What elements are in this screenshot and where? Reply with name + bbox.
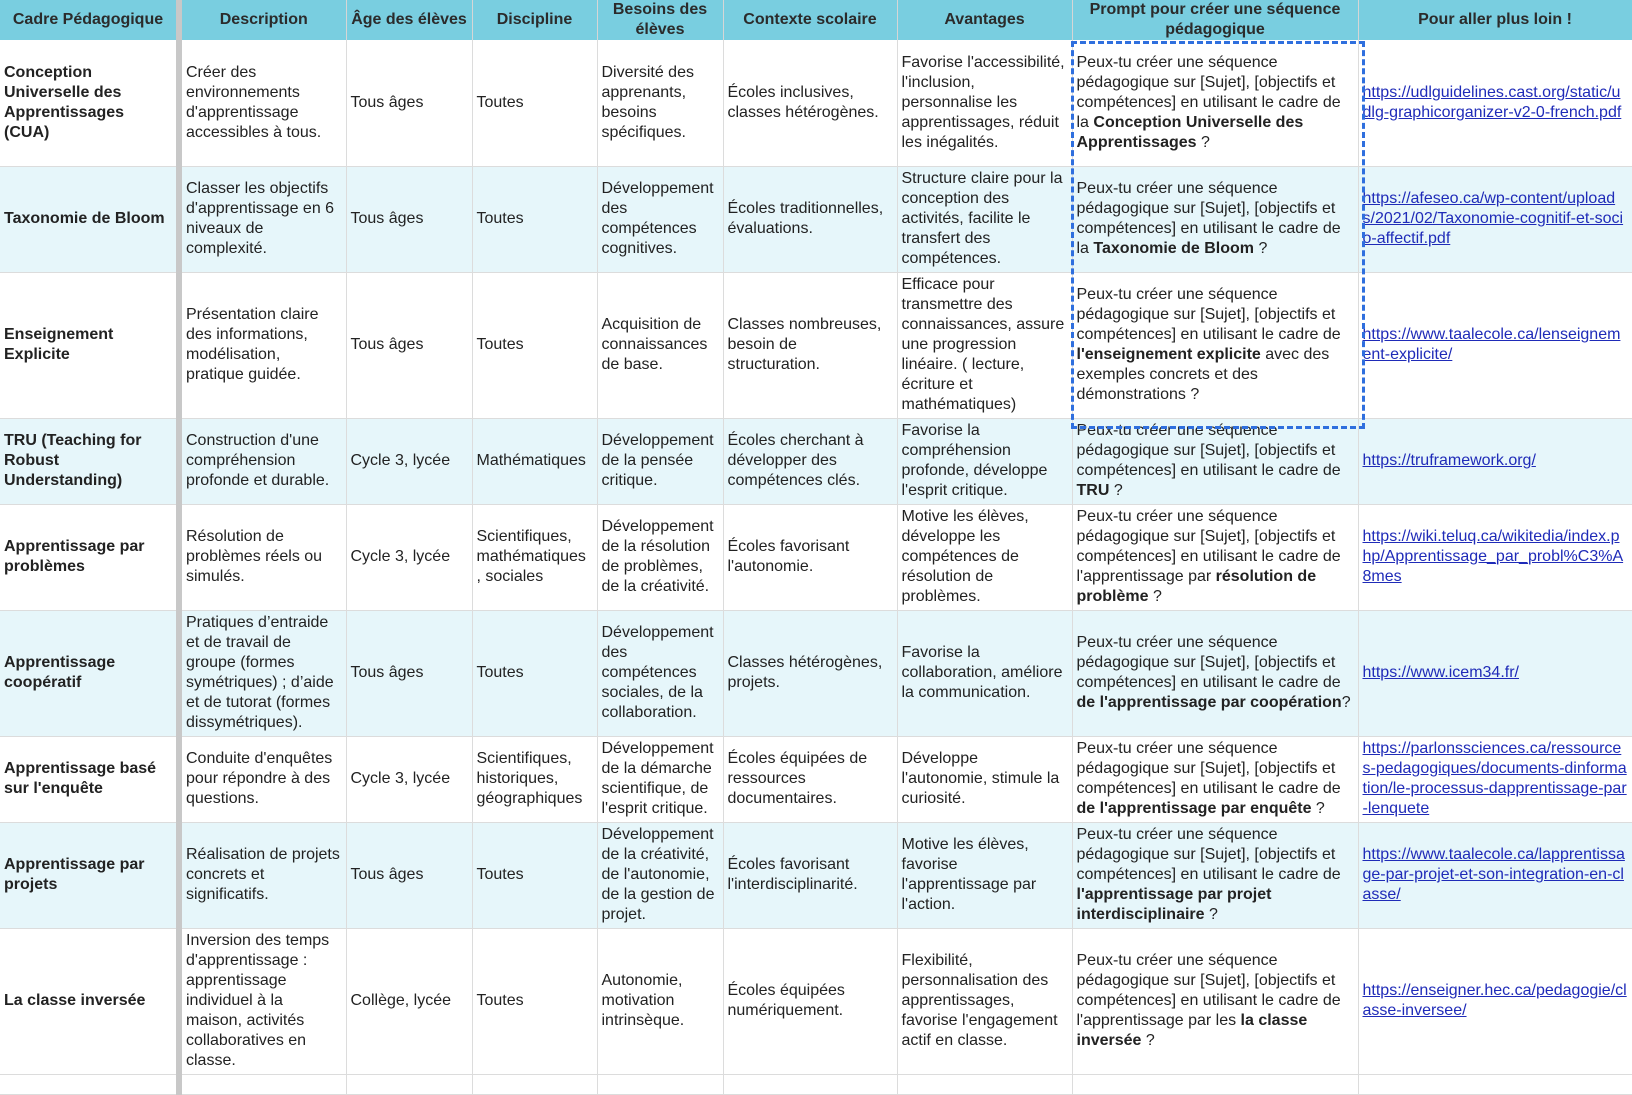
header-cell[interactable]: Prompt pour créer une séquence pédagogique (1072, 0, 1358, 40)
prompt-cell[interactable] (1072, 40, 1358, 166)
prompt-framework: TRU (1076, 482, 1110, 499)
prompt-framework: la classe inversée (1076, 1012, 1308, 1049)
context-cell[interactable]: Écoles favorisant l'autonomie. (723, 504, 897, 610)
link-cell[interactable] (1358, 40, 1632, 166)
table-row (0, 822, 1632, 928)
empty-cell[interactable] (346, 1074, 472, 1094)
table-row (0, 272, 1632, 418)
header-cell[interactable]: Âge des élèves (346, 0, 472, 40)
empty-cell[interactable] (1072, 1074, 1358, 1094)
resource-link[interactable]: https://udlguidelines.cast.org/static/udlg-graphicorganizer-v2-0-french.pdf (1362, 83, 1622, 121)
prompt-cell[interactable] (1072, 166, 1358, 272)
framework-cell[interactable]: La classe inversée (0, 928, 179, 1074)
resource-link[interactable]: https://parlonssciences.ca/ressources-pedagogiques/documents-dinformation/le-processus-dapprentissage-par-lenquete (1362, 740, 1627, 817)
prompt-tail: ? (1204, 906, 1218, 923)
prompt-cell[interactable] (1072, 736, 1358, 822)
advantages-cell[interactable]: Favorise la collaboration, améliore la communication. (897, 610, 1072, 736)
table-row (0, 504, 1632, 610)
advantages-cell[interactable]: Motive les élèves, développe les compétences de résolution de problèmes. (897, 504, 1072, 610)
prompt-framework: l'enseignement explicite (1076, 346, 1261, 363)
prompt-tail: ? (1148, 588, 1162, 605)
needs-cell[interactable]: Développement des compétences sociales, de la collaboration. (597, 610, 723, 736)
header-cell[interactable]: Avantages (897, 0, 1072, 40)
prompt-framework: de l'apprentissage par enquête (1076, 800, 1312, 817)
link-cell[interactable] (1358, 166, 1632, 272)
needs-cell[interactable]: Diversité des apprenants, besoins spécifiques. (597, 40, 723, 166)
empty-cell[interactable] (0, 1074, 179, 1094)
header-row (0, 0, 1632, 40)
framework-cell[interactable]: Conception Universelle des Apprentissages (CUA) (0, 40, 179, 166)
description-cell[interactable]: Résolution de problèmes réels ou simulés. (179, 504, 346, 610)
resource-link[interactable]: https://www.taalecole.ca/lapprentissage-par-projet-et-son-integration-en-classe/ (1362, 846, 1625, 903)
prompt-framework: l'apprentissage par projet interdisciplinaire (1076, 886, 1272, 923)
prompt-prefix: Peux-tu créer une séquence pédagogique sur [Sujet], [objectifs et compétences] en utilisant le cadre de (1076, 286, 1341, 343)
description-cell[interactable]: Classer les objectifs d'apprentissage en 6 niveaux de complexité. (179, 166, 346, 272)
link-cell[interactable] (1358, 736, 1632, 822)
header-cell[interactable]: Cadre Pédagogique (0, 0, 179, 40)
age-cell[interactable]: Tous âges (346, 272, 472, 418)
resource-link[interactable]: https://www.taalecole.ca/lenseignement-explicite/ (1362, 326, 1621, 363)
discipline-cell[interactable]: Scientifiques, mathématiques , sociales (472, 504, 597, 610)
link-cell[interactable] (1358, 418, 1632, 504)
resource-link[interactable]: https://afeseo.ca/wp-content/uploads/2021/02/Taxonomie-cognitif-et-socio-affectif.pdf (1362, 190, 1624, 247)
link-cell[interactable] (1358, 928, 1632, 1074)
prompt-prefix: Peux-tu créer une séquence pédagogique sur [Sujet], [objectifs et compétences] en utilisant le cadre de (1076, 740, 1341, 797)
framework-cell[interactable]: TRU (Teaching for Robust Understanding) (0, 418, 179, 504)
empty-cell[interactable] (179, 1074, 346, 1094)
table-row (0, 418, 1632, 504)
context-cell[interactable]: Classes nombreuses, besoin de structuration. (723, 272, 897, 418)
prompt-framework: de l'apprentissage par coopération (1076, 694, 1342, 711)
description-cell[interactable]: Construction d'une compréhension profonde et durable. (179, 418, 346, 504)
prompt-tail: ? (1311, 800, 1325, 817)
age-cell[interactable]: Tous âges (346, 610, 472, 736)
description-cell[interactable]: Inversion des temps d'apprentissage : apprentissage individuel à la maison, activités collaboratives en classe. (179, 928, 346, 1074)
prompt-prefix: Peux-tu créer une séquence pédagogique sur [Sujet], [objectifs et compétences] en utilisant le cadre de (1076, 826, 1341, 883)
prompt-tail: ? (1341, 694, 1351, 711)
header-cell[interactable]: Description (179, 0, 346, 40)
prompt-cell[interactable] (1072, 504, 1358, 610)
description-cell[interactable]: Pratiques d’entraide et de travail de groupe (formes symétriques) ; d’aide et de tutorat (formes dissymétriques). (179, 610, 346, 736)
context-cell[interactable]: Écoles équipées numériquement. (723, 928, 897, 1074)
prompt-tail: ? (1109, 482, 1123, 499)
discipline-cell[interactable]: Toutes (472, 40, 597, 166)
resource-link[interactable]: https://wiki.teluq.ca/wikitedia/index.php/Apprentissage_par_probl%C3%A8mes (1362, 528, 1624, 585)
link-cell[interactable] (1358, 504, 1632, 610)
table-row (0, 40, 1632, 166)
age-cell[interactable]: Tous âges (346, 40, 472, 166)
prompt-mid: l'apprentissage par les (1076, 1012, 1241, 1029)
age-cell[interactable]: Tous âges (346, 166, 472, 272)
prompt-cell[interactable] (1072, 418, 1358, 504)
prompt-tail: avec des exemples concrets et des démonstrations ? (1076, 346, 1330, 403)
table-row (0, 736, 1632, 822)
prompt-tail: ? (1254, 240, 1268, 257)
needs-cell[interactable]: Développement de la démarche scientifique, de l'esprit critique. (597, 736, 723, 822)
framework-cell[interactable]: Enseignement Explicite (0, 272, 179, 418)
context-cell[interactable]: Écoles favorisant l'interdisciplinarité. (723, 822, 897, 928)
needs-cell[interactable]: Acquisition de connaissances de base. (597, 272, 723, 418)
resource-link[interactable]: https://truframework.org/ (1362, 452, 1536, 469)
needs-cell[interactable]: Autonomie, motivation intrinsèque. (597, 928, 723, 1074)
discipline-cell[interactable]: Mathématiques (472, 418, 597, 504)
prompt-cell[interactable] (1072, 928, 1358, 1074)
table-row (0, 928, 1632, 1074)
table-body (0, 40, 1632, 1094)
discipline-cell[interactable]: Toutes (472, 166, 597, 272)
prompt-prefix: Peux-tu créer une séquence pédagogique sur [Sujet], [objectifs et compétences] en utilisant le cadre de (1076, 53, 1341, 111)
prompt-framework: Taxonomie de Bloom (1093, 240, 1255, 257)
header-cell[interactable]: Pour aller plus loin ! (1358, 0, 1632, 40)
context-cell[interactable]: Écoles cherchant à développer des compétences clés. (723, 418, 897, 504)
prompt-cell[interactable] (1072, 822, 1358, 928)
empty-cell[interactable] (472, 1074, 597, 1094)
discipline-cell[interactable]: Toutes (472, 610, 597, 736)
link-cell[interactable] (1358, 822, 1632, 928)
header-cell[interactable]: Discipline (472, 0, 597, 40)
empty-cell[interactable] (1358, 1074, 1632, 1094)
context-cell[interactable]: Écoles inclusives, classes hétérogènes. (723, 40, 897, 166)
context-cell[interactable]: Classes hétérogènes, projets. (723, 610, 897, 736)
age-cell[interactable]: Tous âges (346, 822, 472, 928)
needs-cell[interactable]: Développement de la résolution de problèmes, de la créativité. (597, 504, 723, 610)
framework-cell[interactable]: Apprentissage par problèmes (0, 504, 179, 610)
prompt-mid: l'apprentissage par (1076, 568, 1216, 585)
prompt-prefix: Peux-tu créer une séquence pédagogique sur [Sujet], [objectifs et compétences] en utilisant le cadre de (1076, 952, 1341, 1009)
prompt-prefix: Peux-tu créer une séquence pédagogique sur [Sujet], [objectifs et compétences] en utilisant le cadre de (1076, 422, 1341, 479)
advantages-cell[interactable]: Motive les élèves, favorise l'apprentissage par l'action. (897, 822, 1072, 928)
empty-row (0, 1074, 1632, 1094)
prompt-prefix: Peux-tu créer une séquence pédagogique sur [Sujet], [objectifs et compétences] en utilisant le cadre de (1076, 180, 1341, 237)
table-row (0, 610, 1632, 736)
resource-link[interactable]: https://www.icem34.fr/ (1362, 664, 1519, 681)
link-cell[interactable] (1358, 610, 1632, 736)
framework-cell[interactable]: Apprentissage basé sur l'enquête (0, 736, 179, 822)
header-cell[interactable]: Contexte scolaire (723, 0, 897, 40)
advantages-cell[interactable]: Structure claire pour la conception des activités, facilite le transfert des compétences. (897, 166, 1072, 272)
framework-cell[interactable]: Taxonomie de Bloom (0, 166, 179, 272)
discipline-cell[interactable]: Toutes (472, 272, 597, 418)
prompt-mid: la (1076, 240, 1094, 257)
context-cell[interactable]: Écoles traditionnelles, évaluations. (723, 166, 897, 272)
prompt-prefix: Peux-tu créer une séquence pédagogique sur [Sujet], [objectifs et compétences] en utilisant le cadre de (1076, 634, 1341, 691)
prompt-tail: ? (1141, 1032, 1155, 1049)
description-cell[interactable]: Réalisation de projets concrets et significatifs. (179, 822, 346, 928)
description-cell[interactable]: Présentation claire des informations, modélisation, pratique guidée. (179, 272, 346, 418)
advantages-cell[interactable]: Efficace pour transmettre des connaissances, assure une progression linéaire. ( lecture, écriture et mathématiques) (897, 272, 1072, 418)
advantages-cell[interactable]: Flexibilité, personnalisation des apprentissages, favorise l'engagement actif en classe. (897, 928, 1072, 1074)
needs-cell[interactable]: Développement de la pensée critique. (597, 418, 723, 504)
link-cell[interactable] (1358, 272, 1632, 418)
description-cell[interactable]: Conduite d'enquêtes pour répondre à des questions. (179, 736, 346, 822)
needs-cell[interactable]: Développement des compétences cognitives. (597, 166, 723, 272)
resource-link[interactable]: https://enseigner.hec.ca/pedagogie/classe-inversee/ (1362, 982, 1627, 1019)
discipline-cell[interactable]: Toutes (472, 928, 597, 1074)
empty-cell[interactable] (897, 1074, 1072, 1094)
empty-cell[interactable] (723, 1074, 897, 1094)
header-cell[interactable]: Besoins des élèves (597, 0, 723, 40)
framework-cell[interactable]: Apprentissage par projets (0, 822, 179, 928)
prompt-cell[interactable] (1072, 610, 1358, 736)
needs-cell[interactable]: Développement de la créativité, de l'autonomie, de la gestion de projet. (597, 822, 723, 928)
age-cell[interactable]: Cycle 3, lycée (346, 736, 472, 822)
advantages-cell[interactable]: Développe l'autonomie, stimule la curiosité. (897, 736, 1072, 822)
table-row (0, 166, 1632, 272)
prompt-framework: Conception Universelle des Apprentissages (1076, 113, 1304, 151)
prompt-framework: résolution de problème (1076, 568, 1317, 605)
description-cell[interactable]: Créer des environnements d'apprentissage accessibles à tous. (179, 40, 346, 166)
prompt-cell[interactable] (1072, 272, 1358, 418)
advantages-cell[interactable]: Favorise la compréhension profonde, développe l'esprit critique. (897, 418, 1072, 504)
discipline-cell[interactable]: Toutes (472, 822, 597, 928)
framework-cell[interactable]: Apprentissage coopératif (0, 610, 179, 736)
prompt-prefix: Peux-tu créer une séquence pédagogique sur [Sujet], [objectifs et compétences] en utilisant le cadre de (1076, 508, 1341, 565)
context-cell[interactable]: Écoles équipées de ressources documentaires. (723, 736, 897, 822)
prompt-tail: ? (1196, 133, 1210, 151)
advantages-cell[interactable]: Favorise l'accessibilité, l'inclusion, personnalise les apprentissages, réduit les inégalités. (897, 40, 1072, 166)
age-cell[interactable]: Cycle 3, lycée (346, 418, 472, 504)
discipline-cell[interactable]: Scientifiques, historiques, géographiques (472, 736, 597, 822)
age-cell[interactable]: Cycle 3, lycée (346, 504, 472, 610)
age-cell[interactable]: Collège, lycée (346, 928, 472, 1074)
prompt-mid: la (1076, 113, 1094, 131)
empty-cell[interactable] (597, 1074, 723, 1094)
